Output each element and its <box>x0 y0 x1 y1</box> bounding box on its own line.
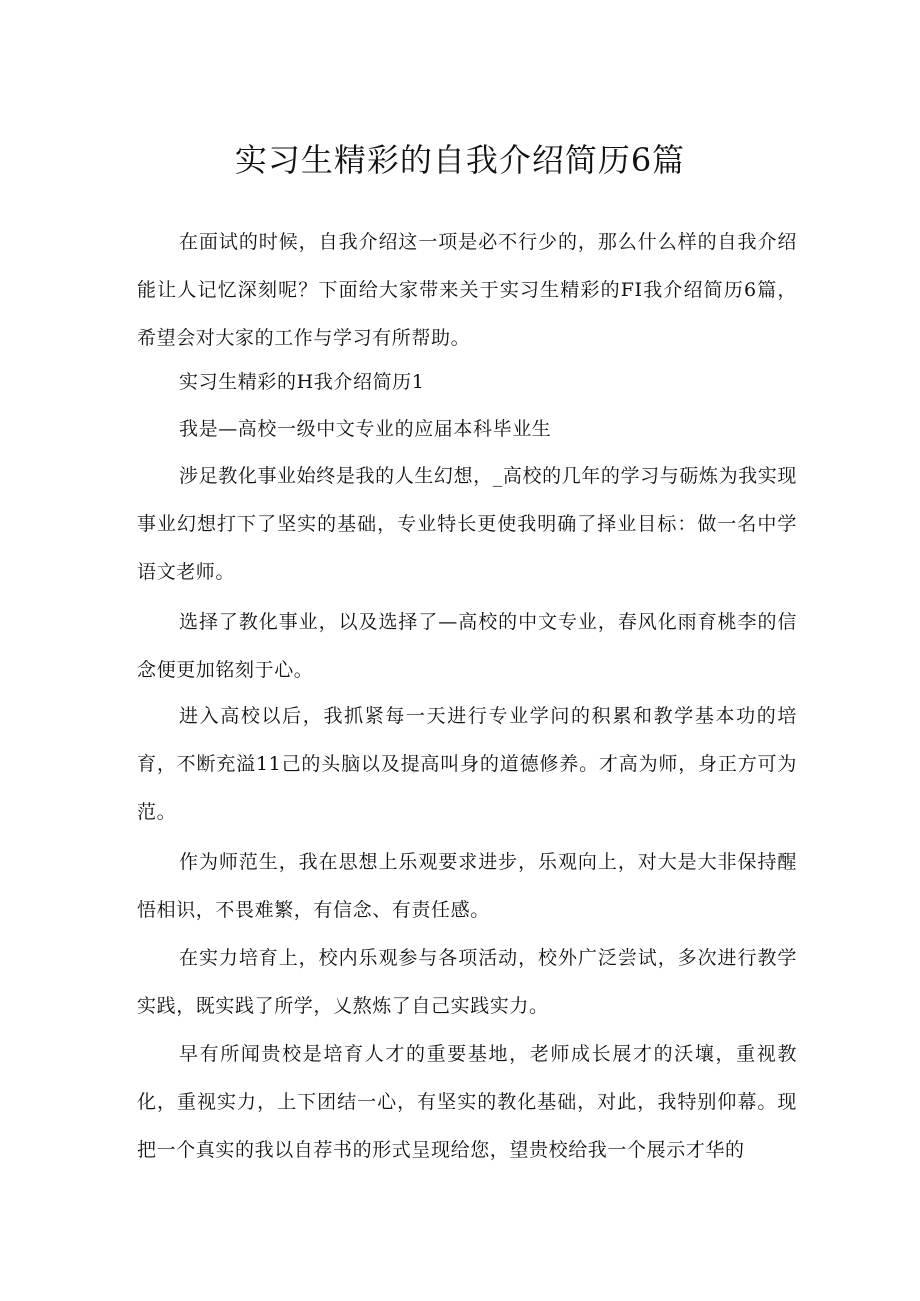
body-paragraph: 作为师范生，我在思想上乐观要求进步，乐观向上，对大是大非保持醒悟相识，不畏难繁，有信念、有责任感。 <box>137 851 797 921</box>
body-paragraph: 我是—高校一级中文专业的应届本科毕业生 <box>179 418 552 440</box>
body-paragraph: 在实力培育上，校内乐观参与各项活动，校外广泛尝试，多次进行教学实践，既实践了所学，乂熬炼了自己实践实力。 <box>137 947 797 1017</box>
body-paragraph: 选择了教化事业，以及选择了—高校的中文专业，春风化雨育桃李的信念便更加铭刻于心。 <box>137 611 797 681</box>
intro-paragraph: 在面试的时候，自我介绍这一项是必不行少的，那么什么样的自我介绍能让人记忆深刻呢？下面给大家带来关于实习生精彩的FI我介绍简历6篇，希望会对大家的工作与学习有所帮助。 <box>137 231 797 349</box>
body-paragraph: 早有所闻贵校是培育人才的重要基地，老师成长展才的沃壤，重视教化，重视实力，上下团结一心，有坚实的教化基础，对此，我特别仰幕。现把一个真实的我以自荐书的形式呈现给您，望贵校给我一个展示才华的 <box>137 1043 797 1161</box>
document-title: 实习生精彩的自我介绍简历6篇 <box>234 141 686 179</box>
body-paragraph: 进入高校以后，我抓紧每一天进行专业学问的积累和教学基本功的培育，不断充溢11己的头脑以及提高叫身的道德修养。才高为师，身正方可为范。 <box>137 705 797 823</box>
section-heading: 实习生精彩的H我介绍简历1 <box>179 371 425 393</box>
body-paragraph: 涉足教化事业始终是我的人生幻想，_高校的几年的学习与砺炼为我实现事业幻想打下了坚实的基础，专业特长更使我明确了择业目标：做一名中学语文老师。 <box>137 465 797 583</box>
